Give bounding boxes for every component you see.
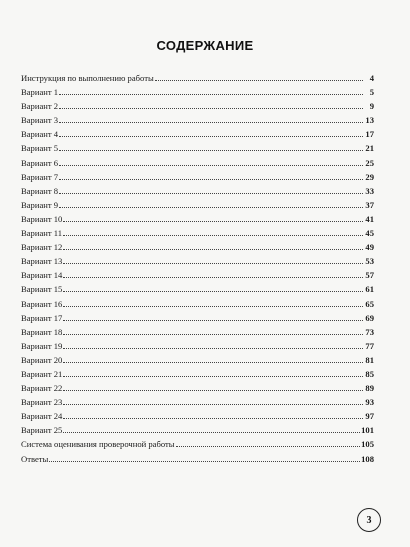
toc-entry-page: 61 bbox=[365, 284, 374, 295]
toc-entry bbox=[21, 268, 374, 282]
toc-entry bbox=[21, 99, 374, 113]
toc-entry-label: Вариант 8 bbox=[21, 185, 59, 196]
dot-leader bbox=[63, 333, 363, 335]
toc-entry-label: Вариант 23 bbox=[21, 397, 63, 408]
toc-entry-page: 41 bbox=[365, 213, 374, 224]
toc-entry-page: 17 bbox=[365, 129, 374, 140]
toc-entry-page: 77 bbox=[365, 340, 374, 351]
toc-entry-label: Вариант 20 bbox=[21, 354, 63, 365]
toc-entry-page: 93 bbox=[365, 397, 374, 408]
toc-entry-label: Вариант 18 bbox=[21, 326, 63, 337]
toc-entry bbox=[21, 423, 374, 437]
dot-leader bbox=[63, 347, 363, 349]
toc-entry-page: 89 bbox=[365, 383, 374, 394]
dot-leader bbox=[63, 361, 363, 363]
toc-entry bbox=[21, 156, 374, 170]
toc-entry-page: 37 bbox=[365, 199, 374, 210]
dot-leader bbox=[63, 417, 363, 419]
toc-entry bbox=[21, 395, 374, 409]
toc-entry-page: 4 bbox=[369, 73, 374, 83]
dot-leader bbox=[63, 305, 363, 307]
toc-entry-page: 97 bbox=[365, 411, 374, 422]
toc-entry bbox=[21, 198, 374, 212]
toc-entry bbox=[21, 339, 374, 353]
dot-leader bbox=[63, 319, 363, 321]
toc-entry-page: 85 bbox=[365, 368, 374, 379]
toc-entry-label: Вариант 24 bbox=[21, 411, 63, 422]
toc-entry bbox=[21, 184, 374, 198]
toc-entry-label: Вариант 7 bbox=[21, 171, 59, 182]
toc-entry-page: 33 bbox=[365, 185, 374, 196]
toc-entry-label: Вариант 10 bbox=[21, 213, 63, 224]
toc-entry bbox=[21, 409, 374, 423]
dot-leader bbox=[63, 431, 360, 433]
toc-entry bbox=[21, 353, 374, 367]
toc-entry bbox=[21, 311, 374, 325]
dot-leader bbox=[59, 93, 363, 95]
toc-entry bbox=[21, 71, 374, 85]
toc-entry-page: 108 bbox=[361, 453, 374, 464]
dot-leader bbox=[63, 262, 363, 264]
dot-leader bbox=[59, 135, 363, 137]
dot-leader bbox=[63, 276, 363, 278]
toc-entry-label: Вариант 25 bbox=[21, 425, 63, 436]
toc-entry-label: Вариант 13 bbox=[21, 256, 63, 267]
toc-entry-label: Вариант 2 bbox=[21, 101, 59, 112]
toc-entry bbox=[21, 325, 374, 339]
toc-entry bbox=[21, 367, 374, 381]
dot-leader bbox=[59, 149, 363, 151]
page-number-badge: 3 bbox=[357, 508, 381, 532]
dot-leader bbox=[63, 248, 363, 250]
dot-leader bbox=[49, 460, 360, 462]
toc-entry-page: 65 bbox=[365, 298, 374, 309]
toc-entry-page: 13 bbox=[365, 115, 374, 126]
toc-entry-page: 73 bbox=[365, 326, 374, 337]
toc-entry-page: 49 bbox=[365, 242, 374, 253]
toc-entry-page: 57 bbox=[365, 270, 374, 281]
toc-entry bbox=[21, 170, 374, 184]
toc-entry-label: Вариант 9 bbox=[21, 199, 59, 210]
toc-entry bbox=[21, 85, 374, 99]
toc-entry bbox=[21, 381, 374, 395]
toc-entry-label: Система оценивания проверочной работы bbox=[21, 439, 175, 450]
toc-entry bbox=[21, 113, 374, 127]
toc-entry bbox=[21, 297, 374, 311]
toc-entry-label: Инструкция по выполнению работы bbox=[21, 73, 154, 83]
toc-entry-label: Вариант 16 bbox=[21, 298, 63, 309]
toc-entry bbox=[21, 226, 374, 240]
toc-entry-label: Вариант 12 bbox=[21, 242, 63, 253]
toc-entry-label: Вариант 3 bbox=[21, 115, 59, 126]
toc-entry bbox=[21, 212, 374, 226]
page-title: СОДЕРЖАНИЕ bbox=[156, 38, 254, 53]
dot-leader bbox=[59, 206, 363, 208]
toc-entry bbox=[21, 452, 374, 466]
toc-entry bbox=[21, 437, 374, 451]
dot-leader bbox=[155, 79, 363, 81]
toc-entry-page: 29 bbox=[365, 171, 374, 182]
toc-entry-label: Вариант 1 bbox=[21, 87, 59, 98]
toc-entry-page: 9 bbox=[369, 101, 374, 112]
toc-entry-label: Вариант 11 bbox=[21, 228, 63, 239]
toc-entry-page: 105 bbox=[361, 439, 374, 450]
toc-entry-label: Вариант 4 bbox=[21, 129, 59, 140]
toc-entry-page: 53 bbox=[365, 256, 374, 267]
toc-entry bbox=[21, 254, 374, 268]
toc-entry-label: Вариант 6 bbox=[21, 157, 59, 168]
table-of-contents bbox=[21, 71, 374, 466]
toc-entry-label: Вариант 5 bbox=[21, 143, 59, 154]
toc-entry bbox=[21, 282, 374, 296]
toc-entry-label: Вариант 15 bbox=[21, 284, 63, 295]
dot-leader bbox=[59, 121, 363, 123]
dot-leader bbox=[63, 290, 363, 292]
dot-leader bbox=[59, 192, 363, 194]
toc-entry bbox=[21, 141, 374, 155]
toc-entry bbox=[21, 240, 374, 254]
dot-leader bbox=[59, 164, 363, 166]
toc-entry-label: Вариант 19 bbox=[21, 340, 63, 351]
dot-leader bbox=[63, 220, 363, 222]
dot-leader bbox=[63, 389, 363, 391]
toc-entry-label: Вариант 14 bbox=[21, 270, 63, 281]
toc-entry-label: Вариант 17 bbox=[21, 312, 63, 323]
toc-entry-page: 45 bbox=[365, 228, 374, 239]
dot-leader bbox=[63, 403, 363, 405]
toc-entry-page: 81 bbox=[365, 354, 374, 365]
toc-entry-label: Вариант 21 bbox=[21, 368, 63, 379]
toc-entry-page: 5 bbox=[369, 87, 374, 98]
toc-entry-label: Вариант 22 bbox=[21, 383, 63, 394]
toc-entry-page: 69 bbox=[365, 312, 374, 323]
toc-entry-page: 101 bbox=[361, 425, 374, 436]
dot-leader bbox=[59, 178, 363, 180]
toc-entry-label: Ответы bbox=[21, 453, 49, 464]
toc-entry-page: 25 bbox=[365, 157, 374, 168]
toc-entry bbox=[21, 127, 374, 141]
dot-leader bbox=[63, 375, 363, 377]
dot-leader bbox=[63, 234, 363, 236]
toc-entry-page: 21 bbox=[365, 143, 374, 154]
dot-leader bbox=[176, 445, 361, 447]
dot-leader bbox=[59, 107, 363, 109]
